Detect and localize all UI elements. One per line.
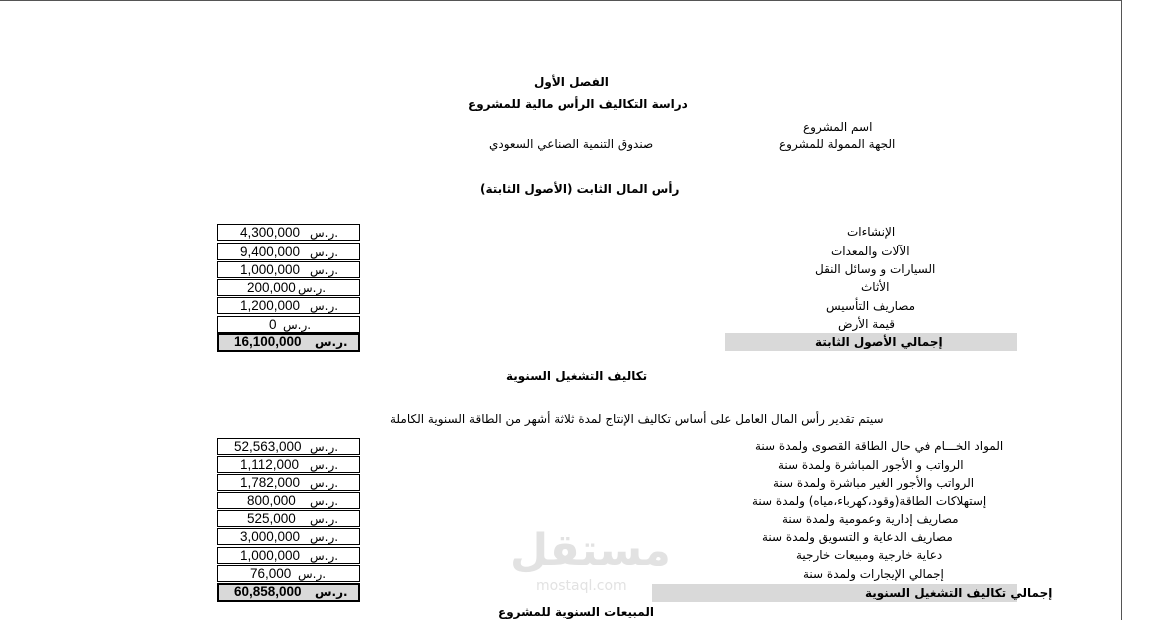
currency-label: ر.س. xyxy=(283,318,312,332)
fixed-asset-label: السيارات و وسائل النقل xyxy=(815,262,936,276)
operating-cost-amount-cell xyxy=(217,456,360,473)
currency-label: ر.س. xyxy=(310,263,339,277)
total-amount-value: 16,100,000 xyxy=(234,334,302,349)
currency-label: ر.س. xyxy=(315,585,348,599)
page-title: دراسة التكاليف الرأس مالية للمشروع xyxy=(468,97,688,111)
operating-cost-label: المواد الخـــام في حال الطاقة القصوى ولمدة سنة xyxy=(755,439,1004,453)
currency-label: ر.س. xyxy=(310,299,339,313)
currency-label: ر.س. xyxy=(310,226,339,240)
operating-cost-amount-cell xyxy=(217,565,360,582)
funder-value: صندوق التنمية الصناعي السعودي xyxy=(489,137,654,151)
mostaql-logo: مستقل xyxy=(510,525,671,576)
chapter-title: الفصل الأول xyxy=(534,75,609,89)
project-name-label: اسم المشروع xyxy=(803,120,873,134)
amount-value: 76,000 xyxy=(250,566,292,581)
currency-label: ر.س. xyxy=(315,335,348,349)
operating-total-label: إجمالي تكاليف التشغيل السنوية xyxy=(865,586,1053,600)
operating-cost-label: دعاية خارجية ومبيعات خارجية xyxy=(796,548,943,562)
amount-value: 52,563,000 xyxy=(234,439,302,454)
amount-value: 3,000,000 xyxy=(240,529,301,544)
fixed-assets-total-label: إجمالي الأصول الثابتة xyxy=(815,335,943,349)
sales-title: المبيعات السنوية للمشروع xyxy=(498,605,654,619)
operating-cost-label: الرواتب و الأجور المباشرة ولمدة سنة xyxy=(778,458,964,472)
fixed-asset-amount-cell xyxy=(217,243,360,260)
fixed-asset-amount-cell xyxy=(217,297,360,314)
operating-cost-amount-cell xyxy=(217,528,360,545)
funder-label: الجهة الممولة للمشروع xyxy=(779,137,896,151)
working-capital-note: سيتم تقدير رأس المال العامل على أساس تكاليف الإنتاج لمدة ثلاثة أشهر من الطاقة السنوية الكاملة xyxy=(390,412,884,426)
mostaql-url: mostaql.com xyxy=(536,578,627,594)
page-top-border xyxy=(0,0,1122,1)
amount-value: 0 xyxy=(269,317,277,332)
currency-label: ر.س. xyxy=(298,567,327,581)
fixed-asset-amount-cell xyxy=(217,316,360,333)
fixed-asset-label: قيمة الأرض xyxy=(838,317,896,331)
operating-cost-label: إستهلاكات الطاقة(وقود،كهرباء،مياه) ولمدة سنة xyxy=(752,494,987,508)
currency-label: ر.س. xyxy=(310,512,339,526)
currency-label: ر.س. xyxy=(310,245,339,259)
amount-value: 800,000 xyxy=(247,493,296,508)
fixed-asset-label: الأثاث xyxy=(861,280,890,294)
fixed-asset-amount-cell xyxy=(217,261,360,278)
amount-value: 525,000 xyxy=(247,511,296,526)
amount-value: 1,000,000 xyxy=(240,548,301,563)
page-right-border xyxy=(1121,0,1122,620)
amount-value: 200,000 xyxy=(247,280,296,295)
fixed-asset-amount-cell xyxy=(217,224,360,241)
currency-label: ر.س. xyxy=(310,440,339,454)
operating-cost-amount-cell xyxy=(217,492,360,509)
operating-costs-title: تكاليف التشغيل السنوية xyxy=(506,369,648,383)
amount-value: 4,300,000 xyxy=(240,225,301,240)
operating-cost-label: مصاريف الدعاية و التسويق ولمدة سنة xyxy=(762,530,953,544)
fixed-asset-amount-cell xyxy=(217,279,360,296)
fixed-assets-title: رأس المال الثابت (الأصول الثابتة) xyxy=(480,182,680,196)
operating-cost-label: مصاريف إدارية وعمومية ولمدة سنة xyxy=(782,512,959,526)
operating-cost-label: إجمالي الإيجارات ولمدة سنة xyxy=(803,567,944,581)
currency-label: ر.س. xyxy=(310,476,339,490)
fixed-assets-total-cell xyxy=(217,333,360,352)
total-amount-value: 60,858,000 xyxy=(234,584,302,599)
operating-cost-amount-cell xyxy=(217,510,360,527)
currency-label: ر.س. xyxy=(298,281,327,295)
fixed-asset-label: الإنشاءات xyxy=(847,225,896,239)
operating-total-cell xyxy=(217,583,360,602)
amount-value: 1,782,000 xyxy=(240,475,301,490)
amount-value: 1,200,000 xyxy=(240,298,301,313)
amount-value: 1,000,000 xyxy=(240,262,301,277)
currency-label: ر.س. xyxy=(310,494,339,508)
amount-value: 1,112,000 xyxy=(240,457,300,472)
fixed-asset-label: الآلات والمعدات xyxy=(831,244,910,258)
currency-label: ر.س. xyxy=(310,549,339,563)
currency-label: ر.س. xyxy=(310,530,339,544)
operating-cost-amount-cell xyxy=(217,547,360,564)
operating-cost-amount-cell xyxy=(217,474,360,491)
operating-cost-amount-cell xyxy=(217,438,360,455)
fixed-asset-label: مصاريف التأسيس xyxy=(826,299,916,313)
amount-value: 9,400,000 xyxy=(240,244,301,259)
operating-cost-label: الرواتب والأجور الغير مباشرة ولمدة سنة xyxy=(773,476,975,490)
currency-label: ر.س. xyxy=(310,458,339,472)
